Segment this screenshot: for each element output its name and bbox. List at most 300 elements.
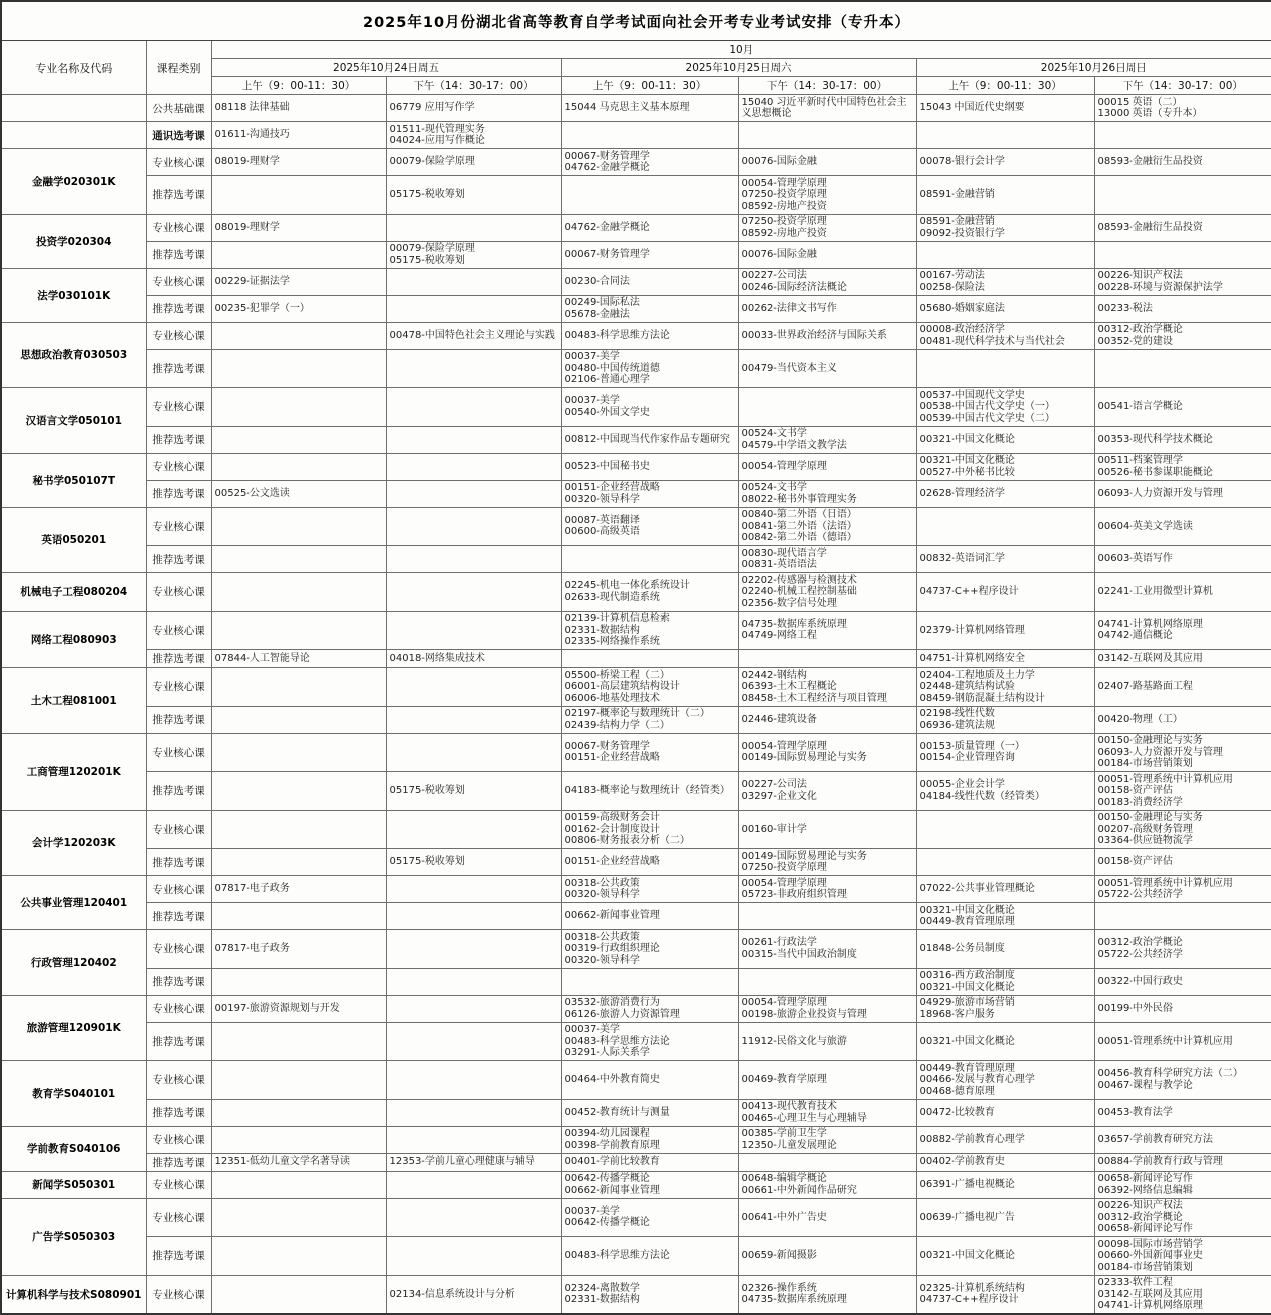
course-cell bbox=[916, 968, 1094, 995]
course-entry: 04749-网络工程 bbox=[741, 630, 817, 642]
course-entry: 00321-中国文化概论 bbox=[919, 1035, 1015, 1047]
course-cell bbox=[386, 453, 561, 480]
course-cell bbox=[916, 149, 1094, 176]
major-name-cell: 机械电子工程080204 bbox=[1, 573, 146, 612]
course-cell bbox=[211, 1171, 386, 1198]
course-cell bbox=[386, 668, 561, 707]
course-entry: 00078-银行会计学 bbox=[919, 156, 1005, 168]
category-cell: 专业核心课 bbox=[146, 810, 211, 849]
course-entry: 04024-应用写作概论 bbox=[389, 135, 485, 146]
course-cell bbox=[211, 322, 386, 349]
course-entry: 00008-政治经济学 bbox=[919, 324, 1005, 335]
course-entry: 05678-金融法 bbox=[564, 308, 630, 320]
course-cell bbox=[211, 480, 386, 507]
course-entry: 08458-土木工程经济与项目管理 bbox=[741, 692, 887, 704]
course-cell bbox=[561, 772, 738, 811]
course-cell bbox=[1094, 903, 1271, 930]
course-entry: 00841-第二外语（法语） bbox=[741, 520, 857, 532]
category-cell: 专业核心课 bbox=[146, 733, 211, 772]
course-entry: 03657-学前教育研究方法 bbox=[1097, 1133, 1213, 1145]
course-entry: 00316-西方政治制度 bbox=[919, 970, 1015, 981]
header-am-fri: 上午（9：00-11：30） bbox=[211, 77, 386, 95]
course-cell bbox=[916, 214, 1094, 241]
course-entry: 00320-领导科学 bbox=[564, 954, 640, 966]
course-cell bbox=[561, 876, 738, 903]
category-cell: 推荐选考课 bbox=[146, 1022, 211, 1061]
schedule-row bbox=[1, 772, 1271, 811]
major-name-cell: 土木工程081001 bbox=[1, 668, 146, 734]
course-cell bbox=[561, 733, 738, 772]
category-cell: 推荐选考课 bbox=[146, 241, 211, 268]
course-cell bbox=[211, 1275, 386, 1314]
course-cell bbox=[738, 1126, 916, 1153]
course-cell bbox=[916, 573, 1094, 612]
course-cell bbox=[1094, 1099, 1271, 1126]
course-cell bbox=[916, 930, 1094, 969]
course-entry: 00523-中国秘书史 bbox=[564, 460, 650, 472]
course-cell bbox=[386, 546, 561, 573]
course-entry: 07817-电子政务 bbox=[214, 943, 290, 954]
course-entry: 00033-世界政治经济与国际关系 bbox=[741, 329, 887, 341]
course-cell bbox=[1094, 176, 1271, 215]
course-entry: 00526-秘书参谋职能概论 bbox=[1097, 466, 1213, 478]
course-cell bbox=[916, 706, 1094, 733]
schedule-row bbox=[1, 95, 1271, 122]
course-cell bbox=[211, 1022, 386, 1061]
course-cell bbox=[1094, 1275, 1271, 1314]
course-cell bbox=[561, 930, 738, 969]
course-entry: 00151-企业经营战略 bbox=[564, 856, 660, 868]
category-cell: 专业核心课 bbox=[146, 930, 211, 969]
course-cell bbox=[561, 241, 738, 268]
header-day-sun: 2025年10月26日周日 bbox=[916, 59, 1271, 77]
course-cell bbox=[386, 995, 561, 1022]
course-entry: 08592-房地产投资 bbox=[741, 227, 827, 239]
course-entry: 06393-土木工程概论 bbox=[741, 681, 837, 692]
course-entry: 02439-结构力学（二） bbox=[564, 719, 670, 731]
category-cell: 专业核心课 bbox=[146, 214, 211, 241]
course-entry: 00160-审计学 bbox=[741, 823, 807, 835]
course-entry: 00321-中国文化概论 bbox=[919, 455, 1015, 466]
course-cell bbox=[561, 349, 738, 388]
course-cell bbox=[738, 876, 916, 903]
course-cell bbox=[561, 1275, 738, 1314]
course-cell bbox=[738, 611, 916, 650]
course-entry: 13000 英语（专升本） bbox=[1097, 108, 1203, 119]
course-entry: 05722-公共经济学 bbox=[1097, 889, 1183, 900]
major-name-cell: 金融学020301K bbox=[1, 149, 146, 215]
schedule-row bbox=[1, 214, 1271, 241]
course-cell bbox=[211, 426, 386, 453]
schedule-row bbox=[1, 507, 1271, 546]
schedule-row bbox=[1, 241, 1271, 268]
category-cell: 专业核心课 bbox=[146, 995, 211, 1022]
course-cell bbox=[561, 611, 738, 650]
course-cell bbox=[738, 322, 916, 349]
course-entry: 00051-管理系统中计算机应用 bbox=[1097, 1035, 1233, 1047]
header-am-sun: 上午（9：00-11：30） bbox=[916, 77, 1094, 95]
course-entry: 00884-学前教育行政与管理 bbox=[1097, 1156, 1223, 1168]
course-cell bbox=[738, 1099, 916, 1126]
course-entry: 00466-发展与教育心理学 bbox=[919, 1074, 1035, 1085]
course-entry: 00087-英语翻译 bbox=[564, 514, 640, 526]
course-cell bbox=[561, 176, 738, 215]
course-entry: 04751-计算机网络安全 bbox=[919, 652, 1025, 664]
schedule-row bbox=[1, 149, 1271, 176]
course-cell bbox=[738, 968, 916, 995]
course-entry: 00320-领导科学 bbox=[564, 493, 640, 505]
course-cell bbox=[916, 122, 1094, 149]
course-entry: 00420-物理（工） bbox=[1097, 713, 1183, 725]
course-entry: 00198-旅游企业投资与管理 bbox=[741, 1008, 867, 1020]
course-entry: 04741-计算机网络原理 bbox=[1097, 1300, 1203, 1311]
course-entry: 00150-金融理论与实务 bbox=[1097, 735, 1203, 746]
course-cell bbox=[211, 295, 386, 322]
course-cell bbox=[916, 876, 1094, 903]
major-name-cell: 教育学S040101 bbox=[1, 1061, 146, 1127]
course-cell bbox=[386, 930, 561, 969]
course-cell bbox=[1094, 733, 1271, 772]
course-entry: 05175-税收筹划 bbox=[389, 856, 465, 868]
category-cell: 推荐选考课 bbox=[146, 426, 211, 453]
course-cell bbox=[386, 1237, 561, 1276]
course-cell bbox=[916, 388, 1094, 427]
course-cell bbox=[1094, 1171, 1271, 1198]
course-cell bbox=[916, 1022, 1094, 1061]
course-entry: 04737-C++程序设计 bbox=[919, 1294, 1019, 1306]
course-cell bbox=[386, 733, 561, 772]
course-cell bbox=[738, 1171, 916, 1198]
course-entry: 01511-现代管理实务 bbox=[389, 123, 485, 135]
major-name-cell: 计算机科学与技术S080901 bbox=[1, 1275, 146, 1314]
course-entry: 02139-计算机信息检索 bbox=[564, 613, 670, 624]
course-entry: 02331-数据结构 bbox=[564, 1294, 640, 1306]
major-name-cell: 广告学S050303 bbox=[1, 1198, 146, 1275]
course-cell bbox=[211, 772, 386, 811]
course-entry: 00150-金融理论与实务 bbox=[1097, 812, 1203, 823]
course-entry: 04929-旅游市场营销 bbox=[919, 997, 1015, 1008]
course-cell bbox=[1094, 611, 1271, 650]
category-cell: 专业核心课 bbox=[146, 149, 211, 176]
course-entry: 00318-公共政策 bbox=[564, 931, 640, 943]
course-cell bbox=[386, 322, 561, 349]
course-cell bbox=[211, 930, 386, 969]
course-entry: 00051-管理系统中计算机应用 bbox=[1097, 773, 1233, 785]
category-cell: 推荐选考课 bbox=[146, 1153, 211, 1171]
course-entry: 00312-政治学概论 bbox=[1097, 1211, 1183, 1223]
course-cell bbox=[738, 772, 916, 811]
schedule-row bbox=[1, 968, 1271, 995]
course-entry: 00159-高级财务会计 bbox=[564, 812, 660, 823]
course-entry: 03142-互联网及其应用 bbox=[1097, 1288, 1203, 1300]
course-cell bbox=[386, 149, 561, 176]
course-cell bbox=[561, 1237, 738, 1276]
course-entry: 04018-网络集成技术 bbox=[389, 652, 485, 664]
category-cell: 专业核心课 bbox=[146, 388, 211, 427]
schedule-row bbox=[1, 426, 1271, 453]
course-cell bbox=[1094, 930, 1271, 969]
course-entry: 08592-房地产投资 bbox=[741, 200, 827, 212]
course-entry: 00051-管理系统中计算机应用 bbox=[1097, 877, 1233, 889]
course-cell bbox=[738, 706, 916, 733]
course-entry: 00658-新闻评论写作 bbox=[1097, 1223, 1193, 1234]
category-cell: 通识选考课 bbox=[146, 122, 211, 149]
major-name-cell: 旅游管理120901K bbox=[1, 995, 146, 1061]
course-cell bbox=[561, 1099, 738, 1126]
course-cell bbox=[1094, 1153, 1271, 1171]
course-cell bbox=[916, 810, 1094, 849]
course-cell bbox=[1094, 1198, 1271, 1237]
category-cell: 专业核心课 bbox=[146, 611, 211, 650]
course-cell bbox=[1094, 772, 1271, 811]
course-entry: 00149-国际贸易理论与实务 bbox=[741, 850, 867, 862]
course-entry: 04741-计算机网络原理 bbox=[1097, 618, 1203, 630]
header-row-month bbox=[1, 41, 1271, 59]
course-entry: 06392-网络信息编辑 bbox=[1097, 1184, 1193, 1196]
course-entry: 00067-财务管理学 bbox=[564, 150, 650, 162]
course-entry: 00537-中国现代文学史 bbox=[919, 389, 1025, 401]
course-entry: 00315-当代中国政治制度 bbox=[741, 948, 857, 960]
course-cell bbox=[738, 1153, 916, 1171]
schedule-row bbox=[1, 668, 1271, 707]
course-entry: 02446-建筑设备 bbox=[741, 713, 817, 725]
course-entry: 00472-比较教育 bbox=[919, 1106, 995, 1118]
course-cell bbox=[386, 480, 561, 507]
course-entry: 00648-编辑学概论 bbox=[741, 1173, 827, 1184]
course-entry: 00154-企业管理咨询 bbox=[919, 752, 1015, 764]
course-entry: 02134-信息系统设计与分析 bbox=[389, 1288, 515, 1300]
schedule-row bbox=[1, 1171, 1271, 1198]
course-entry: 00151-企业经营战略 bbox=[564, 752, 660, 764]
course-entry: 00226-知识产权法 bbox=[1097, 1200, 1183, 1211]
course-cell bbox=[211, 1061, 386, 1100]
course-entry: 00321-中国文化概论 bbox=[919, 433, 1015, 445]
schedule-row bbox=[1, 349, 1271, 388]
schedule-row bbox=[1, 1153, 1271, 1171]
course-entry: 04183-概率论与数理统计（经管类） bbox=[564, 785, 730, 796]
course-entry: 08118 法律基础 bbox=[214, 102, 290, 114]
course-cell bbox=[211, 453, 386, 480]
course-cell bbox=[1094, 507, 1271, 546]
course-cell bbox=[211, 214, 386, 241]
course-cell bbox=[386, 876, 561, 903]
course-cell bbox=[211, 546, 386, 573]
course-entry: 00842-第二外语（德语） bbox=[741, 532, 857, 543]
course-entry: 04737-C++程序设计 bbox=[919, 586, 1019, 597]
course-cell bbox=[211, 903, 386, 930]
course-entry: 07250-投资学原理 bbox=[741, 862, 827, 873]
course-cell bbox=[386, 706, 561, 733]
schedule-row bbox=[1, 733, 1271, 772]
category-cell: 推荐选考课 bbox=[146, 772, 211, 811]
course-cell bbox=[386, 650, 561, 668]
course-cell bbox=[916, 1198, 1094, 1237]
course-entry: 08593-金融衍生品投资 bbox=[1097, 156, 1203, 168]
course-entry: 00054-管理学原理 bbox=[741, 460, 827, 472]
course-entry: 00478-中国特色社会主义理论与实践 bbox=[389, 329, 555, 341]
course-entry: 00398-学前教育原理 bbox=[564, 1139, 660, 1151]
course-entry: 02404-工程地质及土力学 bbox=[919, 669, 1035, 681]
course-cell bbox=[738, 1237, 916, 1276]
course-entry: 08591-金融营销 bbox=[919, 216, 995, 227]
category-cell: 推荐选考课 bbox=[146, 1099, 211, 1126]
course-cell bbox=[211, 1126, 386, 1153]
course-entry: 00481-现代科学技术与当代社会 bbox=[919, 335, 1065, 347]
schedule-row bbox=[1, 876, 1271, 903]
course-cell bbox=[916, 1171, 1094, 1198]
course-cell bbox=[1094, 1126, 1271, 1153]
course-entry: 00227-公司法 bbox=[741, 270, 807, 281]
course-cell bbox=[1094, 995, 1271, 1022]
course-entry: 00319-行政组织理论 bbox=[564, 943, 660, 954]
course-cell bbox=[211, 968, 386, 995]
course-cell bbox=[561, 995, 738, 1022]
course-cell bbox=[916, 95, 1094, 122]
course-entry: 06936-建筑法规 bbox=[919, 719, 995, 731]
course-cell bbox=[561, 1022, 738, 1061]
course-entry: 02326-操作系统 bbox=[741, 1282, 817, 1294]
schedule-row bbox=[1, 573, 1271, 612]
category-cell: 推荐选考课 bbox=[146, 706, 211, 733]
course-cell bbox=[386, 176, 561, 215]
course-entry: 00158-资产评估 bbox=[1097, 785, 1173, 796]
course-entry: 00483-科学思维方法论 bbox=[564, 1250, 670, 1261]
course-entry: 00456-教育科学研究方法（二） bbox=[1097, 1068, 1243, 1080]
course-cell bbox=[738, 95, 916, 122]
course-cell bbox=[211, 1153, 386, 1171]
course-entry: 00054-管理学原理 bbox=[741, 997, 827, 1008]
course-cell bbox=[1094, 1237, 1271, 1276]
course-cell bbox=[561, 426, 738, 453]
course-entry: 08019-理财学 bbox=[214, 221, 280, 233]
major-name-cell: 学前教育S040106 bbox=[1, 1126, 146, 1171]
course-entry: 00153-质量管理（一） bbox=[919, 740, 1025, 752]
schedule-row bbox=[1, 322, 1271, 349]
course-entry: 00079-保险学原理 bbox=[389, 243, 475, 254]
course-entry: 00037-美学 bbox=[564, 1205, 620, 1217]
course-cell bbox=[561, 1153, 738, 1171]
major-name-cell bbox=[1, 95, 146, 122]
course-entry: 18968-客户服务 bbox=[919, 1008, 995, 1020]
course-entry: 00449-教育管理原理 bbox=[919, 1062, 1015, 1074]
course-cell bbox=[738, 349, 916, 388]
course-cell bbox=[386, 349, 561, 388]
course-entry: 00158-资产评估 bbox=[1097, 856, 1173, 868]
course-entry: 00261-行政法学 bbox=[741, 937, 817, 949]
course-entry: 00524-文书学 bbox=[741, 428, 807, 439]
schedule-row bbox=[1, 546, 1271, 573]
course-cell bbox=[386, 268, 561, 295]
course-cell bbox=[1094, 426, 1271, 453]
course-entry: 02379-计算机网络管理 bbox=[919, 624, 1025, 636]
schedule-row bbox=[1, 453, 1271, 480]
course-cell bbox=[386, 295, 561, 322]
course-entry: 15044 马克思主义基本原理 bbox=[564, 102, 690, 114]
course-cell bbox=[738, 1061, 916, 1100]
schedule-row bbox=[1, 706, 1271, 733]
course-cell bbox=[211, 650, 386, 668]
course-entry: 00831-英语语法 bbox=[741, 559, 817, 570]
course-entry: 06001-高层建筑结构设计 bbox=[564, 681, 680, 692]
course-cell bbox=[386, 507, 561, 546]
course-entry: 00037-美学 bbox=[564, 1024, 620, 1035]
category-cell: 专业核心课 bbox=[146, 1275, 211, 1314]
course-cell bbox=[1094, 268, 1271, 295]
course-entry: 00465-心理卫生与心理辅导 bbox=[741, 1112, 867, 1124]
course-cell bbox=[1094, 241, 1271, 268]
course-cell bbox=[738, 480, 916, 507]
course-entry: 03364-供应链物流学 bbox=[1097, 835, 1193, 846]
course-entry: 00483-科学思维方法论 bbox=[564, 1035, 670, 1047]
course-entry: 00882-学前教育心理学 bbox=[919, 1133, 1025, 1145]
course-cell bbox=[561, 295, 738, 322]
course-entry: 00540-外国文学史 bbox=[564, 406, 650, 418]
course-entry: 04742-通信概论 bbox=[1097, 630, 1173, 642]
course-cell bbox=[1094, 650, 1271, 668]
course-entry: 00449-教育管理原理 bbox=[919, 916, 1015, 927]
course-cell bbox=[386, 573, 561, 612]
category-cell: 推荐选考课 bbox=[146, 546, 211, 573]
category-cell: 专业核心课 bbox=[146, 1126, 211, 1153]
course-entry: 07250-投资学原理 bbox=[741, 216, 827, 227]
category-cell: 专业核心课 bbox=[146, 573, 211, 612]
course-cell bbox=[561, 1171, 738, 1198]
schedule-row bbox=[1, 176, 1271, 215]
course-cell bbox=[1094, 95, 1271, 122]
course-entry: 02241-工业用微型计算机 bbox=[1097, 586, 1213, 597]
course-entry: 00511-档案管理学 bbox=[1097, 455, 1183, 466]
course-cell bbox=[1094, 149, 1271, 176]
course-entry: 00658-新闻评论写作 bbox=[1097, 1173, 1193, 1184]
course-cell bbox=[386, 1022, 561, 1061]
category-cell: 推荐选考课 bbox=[146, 480, 211, 507]
course-entry: 00662-新闻事业管理 bbox=[564, 910, 660, 922]
major-name-cell: 秘书学050107T bbox=[1, 453, 146, 507]
schedule-row bbox=[1, 1126, 1271, 1153]
course-entry: 00067-财务管理学 bbox=[564, 248, 650, 260]
course-cell bbox=[386, 810, 561, 849]
course-cell bbox=[561, 1198, 738, 1237]
category-cell: 专业核心课 bbox=[146, 268, 211, 295]
course-entry: 00541-语言学概论 bbox=[1097, 401, 1183, 412]
course-cell bbox=[561, 546, 738, 573]
course-entry: 00353-现代科学技术概论 bbox=[1097, 433, 1213, 445]
course-cell bbox=[916, 322, 1094, 349]
course-cell bbox=[211, 611, 386, 650]
course-entry: 00228-环境与资源保护法学 bbox=[1097, 281, 1223, 293]
category-cell: 推荐选考课 bbox=[146, 903, 211, 930]
schedule-row bbox=[1, 268, 1271, 295]
course-cell bbox=[386, 388, 561, 427]
major-name-cell bbox=[1, 122, 146, 149]
course-cell bbox=[916, 1237, 1094, 1276]
course-entry: 00079-保险学原理 bbox=[389, 156, 475, 168]
course-entry: 00467-课程与教学论 bbox=[1097, 1079, 1193, 1091]
course-entry: 02442-钢结构 bbox=[741, 669, 807, 681]
course-entry: 11912-民俗文化与旅游 bbox=[741, 1035, 847, 1047]
course-cell bbox=[738, 930, 916, 969]
course-entry: 00385-学前卫生学 bbox=[741, 1128, 827, 1139]
course-cell bbox=[386, 1126, 561, 1153]
course-cell bbox=[916, 611, 1094, 650]
course-cell bbox=[738, 810, 916, 849]
schedule-row bbox=[1, 849, 1271, 876]
course-entry: 06093-人力资源开发与管理 bbox=[1097, 746, 1223, 758]
course-cell bbox=[1094, 706, 1271, 733]
course-cell bbox=[916, 650, 1094, 668]
major-name-cell: 工商管理120201K bbox=[1, 733, 146, 810]
course-cell bbox=[916, 1061, 1094, 1100]
